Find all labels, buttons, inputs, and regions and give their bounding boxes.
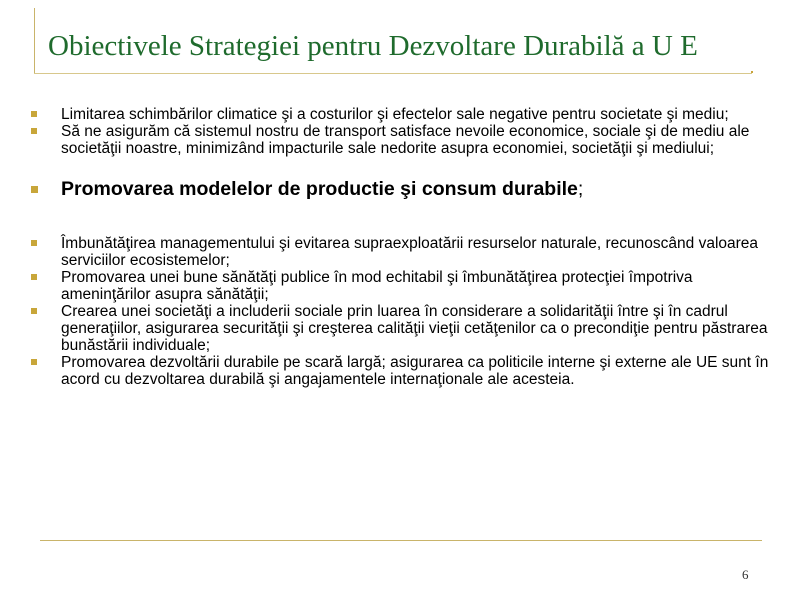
bullet-item (30, 303, 775, 354)
bullet-text: Promovarea dezvoltării durabile pe scară largă; asigurarea ca politicile interne şi externe ale UE sunt în acord cu dezvoltarea durabilă şi angajamentele internaţionale ale acesteia. (61, 354, 769, 388)
bullet-text: Limitarea schimbărilor climatice şi a costurilor şi efectelor sale negative pentru societate şi mediu; (61, 106, 729, 123)
footer-rule (40, 540, 762, 541)
bullet-item (30, 123, 775, 157)
bullet-suffix: ; (577, 178, 584, 200)
square-bullet-icon (31, 186, 38, 193)
square-bullet-icon (31, 274, 37, 280)
bullet-item (30, 269, 775, 303)
bullet-text: Promovarea unei bune sănătăţi publice în mod echitabil şi îmbunătăţirea protecţiei împotriva ameninţărilor asupra sănătăţii; (61, 269, 693, 303)
bullet-item (30, 354, 775, 388)
bullet-text: Îmbunătăţirea managementului şi evitarea supraexploatării resurselor naturale, recunoscând valoarea serviciilor ecosistemelor; (61, 235, 759, 269)
bullet-item-highlight (30, 177, 775, 201)
square-bullet-icon (31, 240, 37, 246)
square-bullet-icon (31, 111, 37, 117)
bullet-list (30, 106, 775, 388)
bullet-item (30, 106, 775, 123)
bullet-text: Să ne asigurăm că sistemul nostru de transport satisface nevoile economice, sociale şi de mediu ale societăţii noastre, minimizând impacturile sale nedorite asupra economiei, societăţii şi mediului; (61, 123, 750, 157)
title-underline (34, 73, 752, 74)
square-bullet-icon (31, 359, 37, 365)
square-bullet-icon (31, 308, 37, 314)
bullet-item (30, 235, 775, 269)
page-number: 6 (742, 567, 749, 582)
bullet-bold-text: Promovarea modelelor de productie şi consum durabile (61, 178, 578, 200)
square-bullet-icon (31, 128, 37, 134)
slide-title: Obiectivele Strategiei pentru Dezvoltare Durabilă a U E (48, 30, 698, 62)
title-vertical-rule (34, 8, 35, 74)
title-accent-dot (751, 71, 753, 73)
bullet-text: Crearea unei societăţi a includerii sociale prin luarea în considerare a solidarităţii între şi în cadrul generaţiilor, asigurarea securităţii şi creşterea calităţii vieţii cetăţenilor ca o precondiţie pentru păstrarea bunăstării individuale; (61, 303, 768, 354)
